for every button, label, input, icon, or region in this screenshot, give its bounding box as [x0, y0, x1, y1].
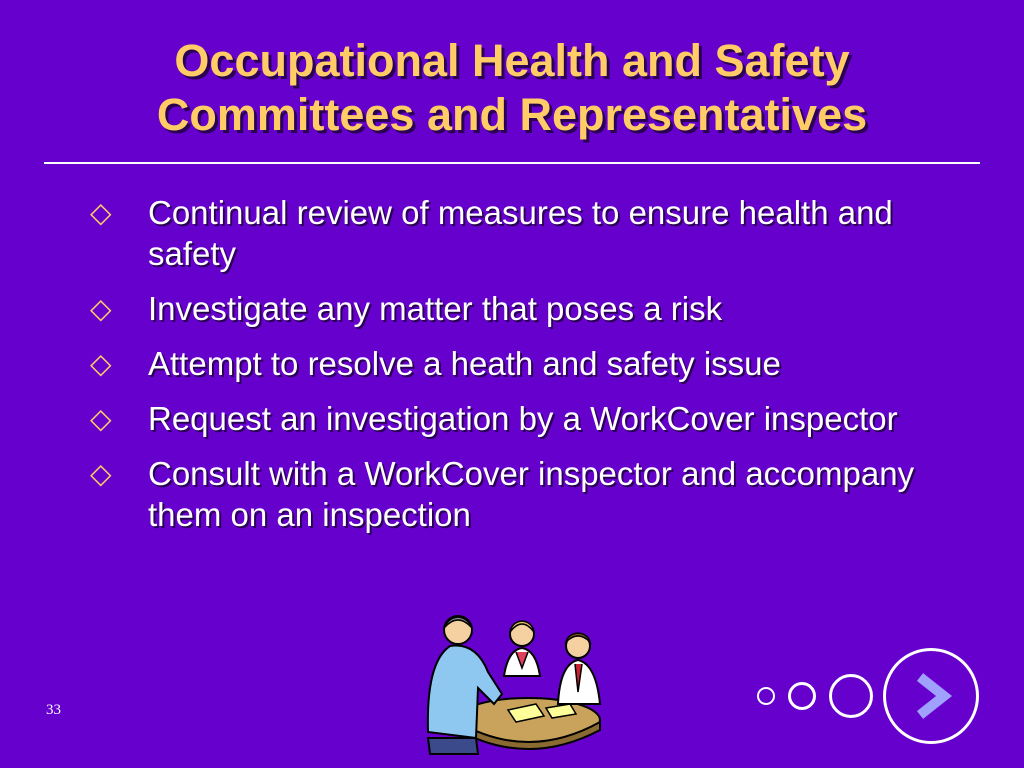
- nav-dot-large: [829, 674, 873, 718]
- diamond-outline-icon: ◇: [90, 197, 112, 228]
- chevron-right-icon: [886, 651, 976, 741]
- bullet-list: [90, 192, 970, 549]
- bullet-item: [90, 343, 970, 384]
- diamond-outline-icon: ◇: [90, 458, 112, 489]
- diamond-outline-icon: ◇: [90, 293, 112, 324]
- nav-dot-small: [757, 687, 775, 705]
- slide-number: 33: [46, 702, 61, 718]
- slide-title-line-1: Occupational Health and Safety: [174, 35, 850, 86]
- bullet-text: Continual review of measures to ensure health and safety: [148, 194, 893, 272]
- title-divider: [44, 162, 980, 164]
- bullet-text: Consult with a WorkCover inspector and accompany them on an inspection: [148, 455, 915, 533]
- bullet-text: Attempt to resolve a heath and safety issue: [148, 345, 781, 382]
- bullet-text: Investigate any matter that poses a risk: [148, 290, 723, 327]
- slide-title-line-2: Committees and Representatives: [156, 89, 868, 140]
- bullet-item: [90, 453, 970, 535]
- slide-title: [0, 34, 1024, 142]
- next-slide-button[interactable]: [883, 648, 979, 744]
- diamond-outline-icon: ◇: [90, 348, 112, 379]
- bullet-item: [90, 192, 970, 274]
- bullet-text: Request an investigation by a WorkCover inspector: [148, 400, 898, 437]
- bullet-item: [90, 288, 970, 329]
- bullet-item: [90, 398, 970, 439]
- meeting-clipart: [418, 612, 614, 758]
- diamond-outline-icon: ◇: [90, 403, 112, 434]
- nav-dot-medium: [788, 682, 816, 710]
